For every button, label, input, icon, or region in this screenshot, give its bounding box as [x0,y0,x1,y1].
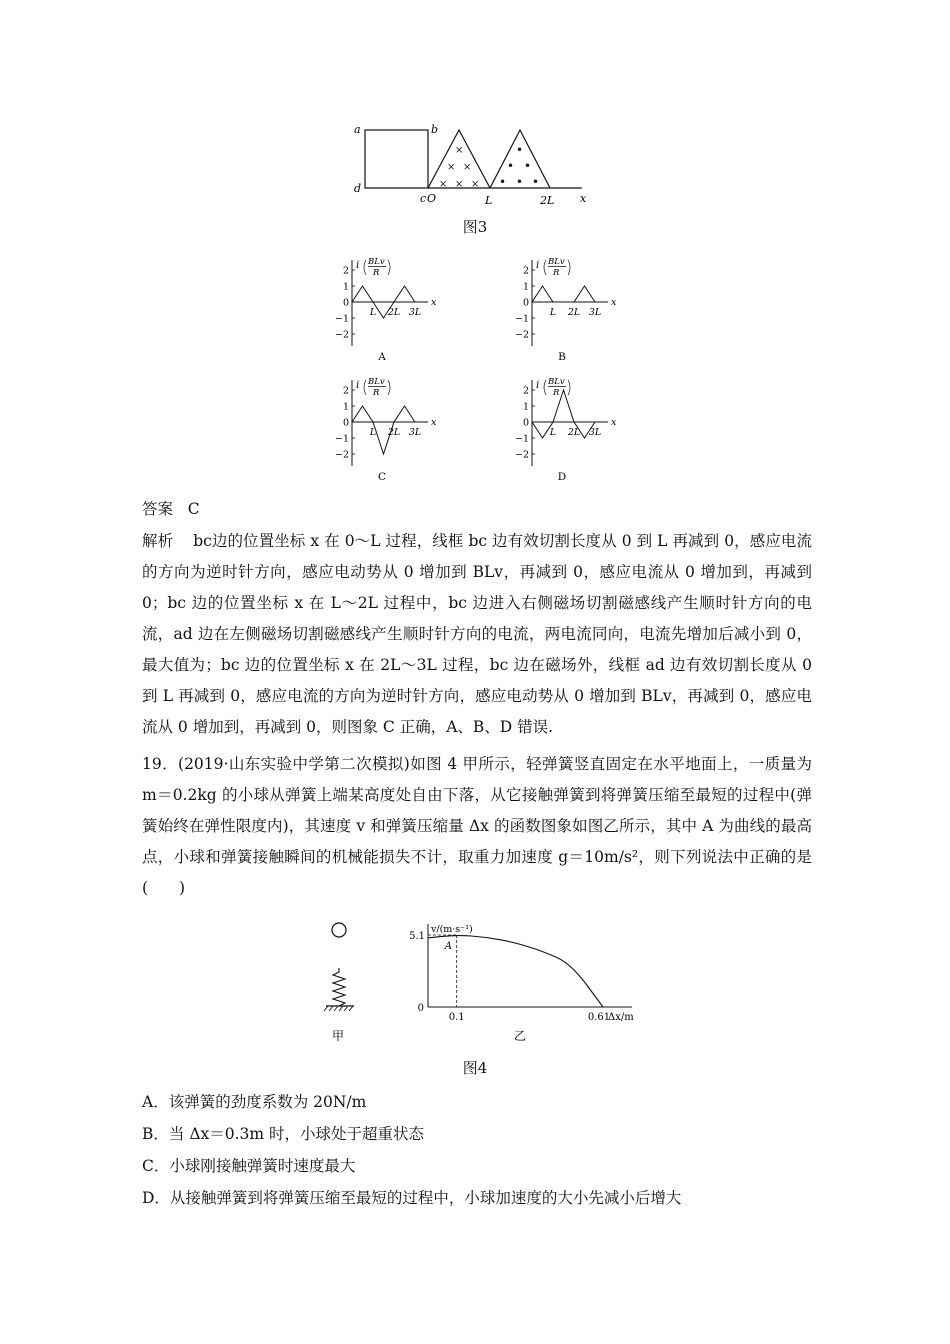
option-graph-c [330,374,450,486]
x-tick-label: 3L [588,427,602,438]
y-tick-label: 1 [342,401,349,413]
y-label-i: i [536,260,540,271]
label-a: a [354,123,361,136]
ball [332,923,346,937]
y-tick-label: 0 [522,417,529,429]
cross-mark: × [439,179,448,190]
x-axis-label: Δx/m [608,1012,634,1023]
y-tick-label: 0 [342,417,349,429]
label-o: O [427,192,437,205]
y-tick-label: −1 [514,313,529,325]
y-tick-label: 2 [342,265,349,277]
label-l: L [485,194,493,207]
figure-4-caption: 图4 [462,1059,488,1077]
dot-mark: • [516,143,524,157]
y-axis-label: v/(m·s⁻¹) [431,924,473,935]
y-label-denominator: R [373,268,380,278]
label-d: d [354,182,362,195]
peak-label: A [444,941,452,952]
y-label-denominator: R [373,388,380,398]
square-frame [365,130,428,188]
y-tick-label: 0 [342,297,349,309]
choice-b[interactable]: B．当 Δx＝0.3m 时，小球处于超重状态 [142,1125,425,1143]
y-tick-label: −2 [334,449,349,461]
option-graph-d [510,374,630,486]
y-tick-label: 1 [522,281,529,293]
current-curve [532,390,595,438]
x-axis-label: x [611,297,617,308]
y-label-numerator: BLv [368,377,385,387]
current-curve [532,286,595,302]
label-yi: 乙 [514,1029,527,1043]
y-tick-label: 2 [342,385,349,397]
velocity-curve [428,936,603,1007]
choice-c[interactable]: C．小球刚接触弹簧时速度最大 [142,1157,356,1175]
y-tick-label: −1 [514,433,529,445]
option-graph-b [510,254,630,366]
figure-3-caption: 图3 [462,218,488,236]
option-letter: A [378,351,386,363]
choice-d[interactable]: D．从接触弹簧到将弹簧压缩至最短的过程中，小球加速度的大小先减小后增大 [142,1189,682,1207]
analysis-label: 解析 [142,532,174,550]
dot-mark: • [507,159,515,173]
x-tick-label: 3L [408,307,422,318]
x-axis-label: x [611,417,617,428]
y-tick-label: 0 [522,297,529,309]
answer-label: 答案 [142,500,174,518]
ground-hatch [324,1006,353,1011]
option-letter: B [558,351,566,363]
figure-3 [350,118,600,210]
y-label-numerator: BLv [548,377,565,387]
option-graph-a [330,254,450,366]
cross-mark: × [455,145,464,156]
x-tick-label: 2L [387,427,401,438]
dot-mark: • [516,175,524,189]
answer-value: C [187,500,200,518]
label-b: b [431,123,439,136]
x-tick-label: L [549,427,557,438]
dot-mark: • [532,175,540,189]
analysis-text: bc边的位置坐标 x 在 0～L 过程，线框 bc 边有效切割长度从 0 到 L 再减到 0，感应电流的方向为逆时针方向，感应电动势从 0 增加到 BLv，再减到 0，感应电流从 0 增加到，再减到 0；bc 边的位置坐标 x 在 L～2L 过程中，bc 边进入右侧磁场切割磁感线产生顺时针方向的电流，ad 边在左侧磁场切割磁感线产生顺时针方向的电流，两电流同向，电流先增加后减小到 0，最大值为；bc 边的位置坐标 x 在 2L～3L 过程，bc 边在磁场外，线框 ad 边有效切割长度从 0 到 L 再减到 0，感应电流的方向为逆时针方向，感应电动势从 0 增加到 BLv，再减到 0，感应电流从 0 增加到，再减到 0，则图象 C 正确，A、B、D 错误. [142,532,812,736]
choice-a[interactable]: A．该弹簧的劲度系数为 20N/m [142,1093,367,1111]
x-tick-label: L [549,307,557,318]
cross-mark: × [463,162,472,173]
y-tick-label: 5.1 [409,931,425,942]
x-tick-label: 3L [588,307,602,318]
x-tick-label: 2L [387,307,401,318]
y-label-numerator: BLv [548,257,565,267]
analysis-paragraph [142,526,812,743]
cross-mark: × [447,162,456,173]
label-2l: 2L [540,194,555,207]
dot-mark: • [524,159,532,173]
label-x: x [580,192,587,205]
cross-mark: × [471,179,480,190]
cross-mark: × [455,179,464,190]
y-tick-label: 1 [342,281,349,293]
x-tick-label: 2L [567,427,581,438]
current-curve [352,406,415,454]
y-label-i: i [356,380,360,391]
x-axis-label: x [431,297,437,308]
figure-4-chart [392,918,652,1048]
y-tick-label: 1 [522,401,529,413]
y-tick-label: −2 [514,449,529,461]
answer-line [142,498,200,520]
x-tick-label: 3L [408,427,422,438]
x-tick-label: L [369,307,377,318]
y-tick-label: −1 [334,313,349,325]
y-tick-label: 2 [522,265,529,277]
label-jia: 甲 [332,1029,345,1043]
y-tick-label: −1 [334,433,349,445]
x-axis-label: x [431,417,437,428]
y-label-denominator: R [553,388,560,398]
y-label-i: i [356,260,360,271]
x-tick-label: 0.61 [587,1012,611,1023]
x-tick-label: 0.1 [448,1012,465,1023]
question-19-text: 19．(2019·山东实验中学第二次模拟)如图 4 甲所示，轻弹簧竖直固定在水平地面上，一质量为 m＝0.2kg 的小球从弹簧上端某高度处自由下落，从它接触弹簧到将弹簧压缩至最短的过程中(弹簧始终在弹性限度内)，其速度 v 和弹簧压缩量 Δx 的函数图象如图乙所示，其中 A 为曲线的最高点，小球和弹簧接触瞬间的机械能损失不计，取重力加速度 g＝10m/s²，则下列说法中正确的是( ) [142,755,812,897]
y-label-denominator: R [553,268,560,278]
label-c: c [420,192,427,205]
y-label-i: i [536,380,540,391]
y-tick-label: −2 [514,329,529,341]
y-tick-label: 0 [417,1003,424,1014]
x-tick-label: L [369,427,377,438]
y-label-numerator: BLv [368,257,385,267]
y-tick-label: −2 [334,329,349,341]
dot-mark: • [499,175,507,189]
x-tick-label: 2L [567,307,581,318]
y-tick-label: 2 [522,385,529,397]
option-letter: C [377,471,387,483]
spring [333,968,345,1006]
option-letter: D [557,471,567,483]
figure-4-left [322,918,372,1048]
